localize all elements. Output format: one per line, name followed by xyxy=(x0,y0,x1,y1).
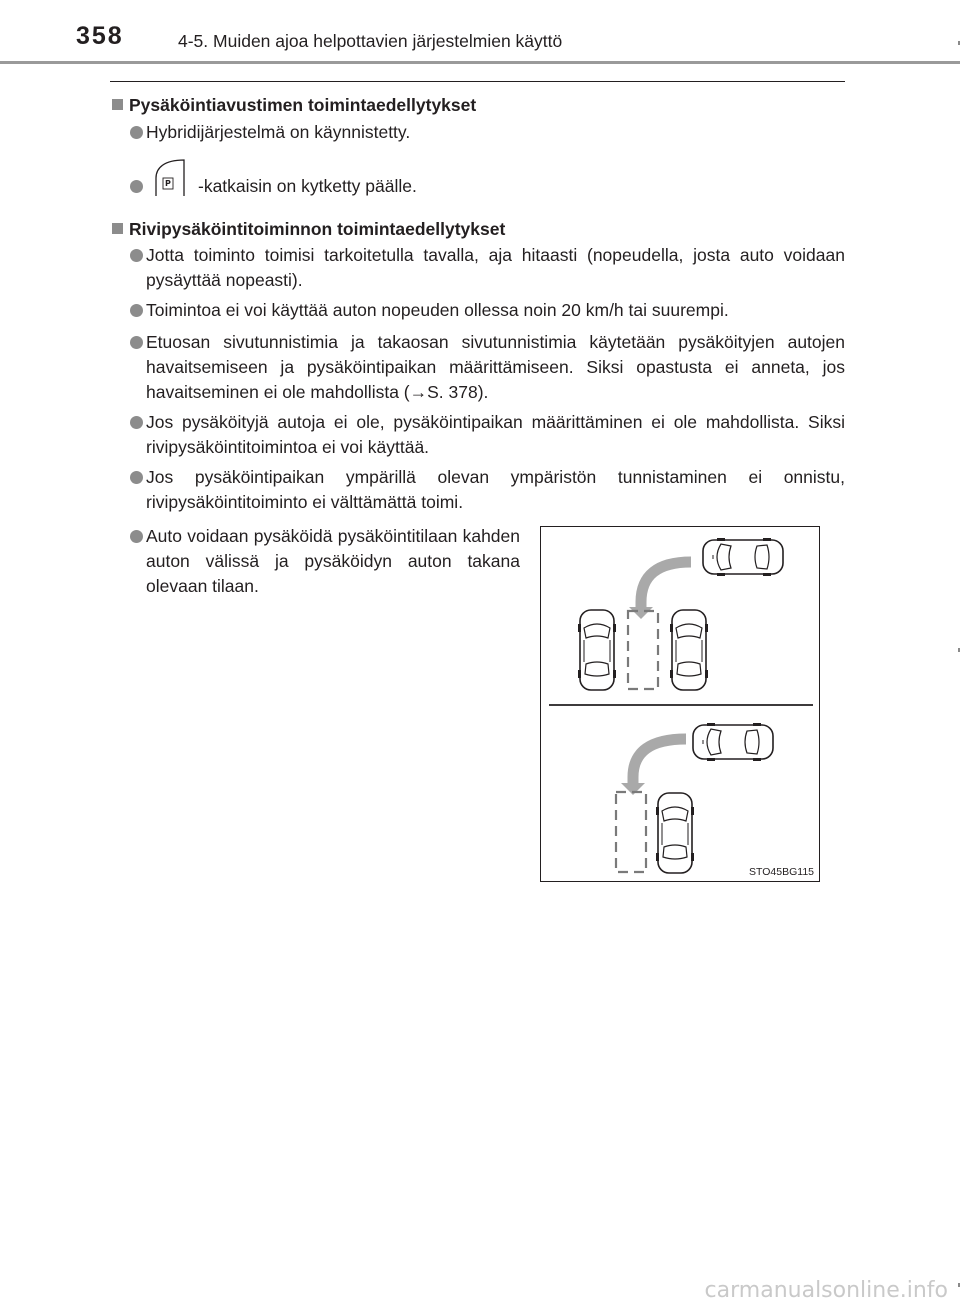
arrow-2 xyxy=(633,739,686,785)
bullet-text: Auto voidaan pysäköidä pysäköintitilaan kahden auton välissä ja pysäköidyn auton takana olevaan tilaan. xyxy=(146,526,520,596)
page-number: 358 xyxy=(76,22,124,50)
bullet-text: -katkaisin on kytketty päälle. xyxy=(198,176,417,196)
bullet-text: Hybridijärjestelmä on käynnistetty. xyxy=(146,122,411,142)
svg-text:P: P xyxy=(165,179,171,188)
bullet-dot-icon xyxy=(130,126,143,139)
bullet-item xyxy=(130,524,520,599)
moving-car-2 xyxy=(693,723,773,761)
bullet-dot-icon xyxy=(130,416,143,429)
section-heading xyxy=(112,218,505,240)
arrow-1-head xyxy=(629,607,653,619)
parked-car-right xyxy=(670,610,708,690)
bullet-item xyxy=(130,410,845,460)
bullet-item xyxy=(130,120,845,145)
bullet-dot-icon xyxy=(130,471,143,484)
figure-code: STO45BG115 xyxy=(749,866,814,878)
bullet-dot-icon xyxy=(130,530,143,543)
parking-scenarios-illustration xyxy=(541,527,819,881)
bullet-dot-icon xyxy=(130,336,143,349)
content-rule xyxy=(110,81,845,82)
arrow-2-head xyxy=(621,783,645,795)
watermark: carmanualsonline.info xyxy=(704,1278,948,1303)
parking-assist-switch-icon xyxy=(150,158,186,198)
bullet-dot-icon xyxy=(130,249,143,262)
arrow-1 xyxy=(641,562,691,609)
bullet-item xyxy=(130,243,845,293)
section-title: 4-5. Muiden ajoa helpottavien järjestelmien käyttö xyxy=(178,31,563,51)
square-bullet-icon xyxy=(112,99,123,110)
bullet-dot-icon xyxy=(130,180,143,193)
parked-car-front xyxy=(656,793,694,873)
parking-diagram xyxy=(540,526,820,882)
parked-car-left xyxy=(578,610,616,690)
header-rule xyxy=(0,61,960,64)
bullet-text: Jos pysäköityjä autoja ei ole, pysäköintipaikan määrittäminen ei ole mahdollista. Siksi rivipysäköintitoimintoa ei voi käyttää. xyxy=(146,412,845,457)
bullet-text: Etuosan sivutunnistimia ja takaosan sivutunnistimia käytetään pysäköityjen autojen havaitsemiseen ja pysäköintipaikan määrittämiseen. Siksi opastusta ei anneta, jos havaitseminen ei ole mahdollista (→S. 378). xyxy=(146,332,845,402)
parking-space-2 xyxy=(616,792,646,872)
moving-car-1 xyxy=(703,538,783,576)
bullet-item xyxy=(130,298,845,323)
bullet-item xyxy=(130,174,845,199)
square-bullet-icon xyxy=(112,223,123,234)
section-heading xyxy=(112,94,476,116)
bullet-text: Jos pysäköintipaikan ympärillä olevan ympäristön tunnistaminen ei onnistu, rivipysäköintitoiminto ei välttämättä toimi. xyxy=(146,467,845,512)
bullet-dot-icon xyxy=(130,304,143,317)
heading-text: Rivipysäköintitoiminnon toimintaedellytykset xyxy=(129,219,506,239)
heading-text: Pysäköintiavustimen toimintaedellytykset xyxy=(129,95,477,115)
bullet-item xyxy=(130,330,845,405)
bullet-item xyxy=(130,465,845,515)
bullet-text: Toimintoa ei voi käyttää auton nopeuden ollessa noin 20 km/h tai suurempi. xyxy=(146,300,729,320)
parking-space-1 xyxy=(628,611,658,689)
bullet-text: Jotta toiminto toimisi tarkoitetulla tavalla, aja hitaasti (nopeudella, josta auto voidaan pysäyttää nopeasti). xyxy=(146,245,845,290)
